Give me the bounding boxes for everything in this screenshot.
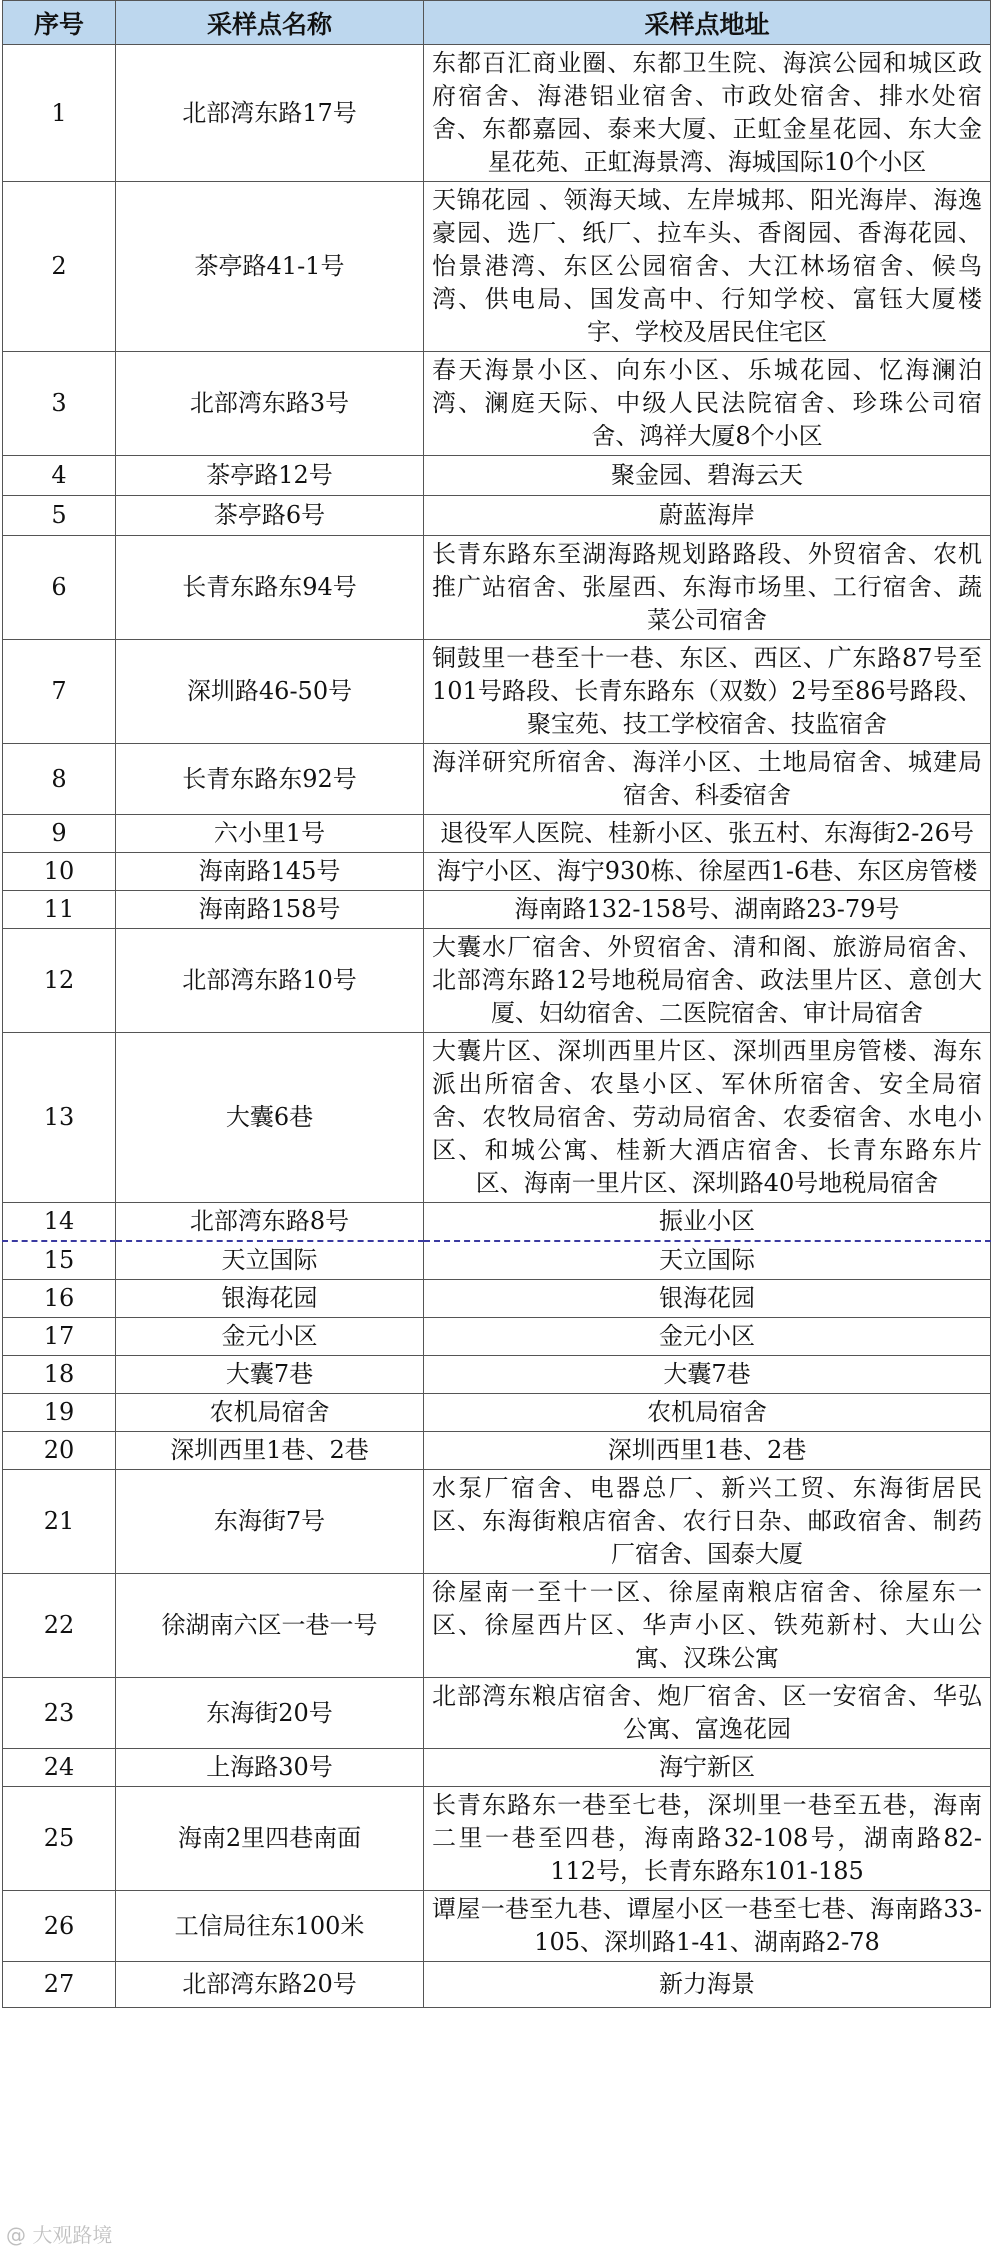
table-row [3, 1749, 991, 1787]
row-site-address: 海洋研究所宿舍、海洋小区、土地局宿舍、城建局宿舍、科委宿舍 [424, 744, 991, 815]
row-site-address: 长青东路东一巷至七巷，深圳里一巷至五巷，海南二里一巷至四巷，海南路32-108号，湖南路82-112号，长青东路东101-185 [424, 1787, 991, 1891]
row-index: 14 [3, 1203, 116, 1242]
row-site-name: 海南路145号 [116, 853, 424, 891]
table-header-row [3, 1, 991, 45]
table-row [3, 853, 991, 891]
row-site-name: 北部湾东路10号 [116, 929, 424, 1033]
row-site-address: 大囊片区、深圳西里片区、深圳西里房管楼、海东派出所宿舍、农垦小区、军休所宿舍、安全局宿舍、农牧局宿舍、劳动局宿舍、农委宿舍、水电小区、和城公寓、桂新大酒店宿舍、长青东路东片区、海南一里片区、深圳路40号地税局宿舍 [424, 1033, 991, 1203]
row-index: 20 [3, 1432, 116, 1470]
table-row [3, 1318, 991, 1356]
row-site-address: 北部湾东粮店宿舍、炮厂宿舍、区一安宿舍、华弘公寓、富逸花园 [424, 1678, 991, 1749]
row-site-name: 茶亭路41-1号 [116, 182, 424, 352]
table-row [3, 1356, 991, 1394]
row-index: 4 [3, 456, 116, 496]
table-row [3, 640, 991, 744]
table-row [3, 1033, 991, 1203]
row-site-address: 铜鼓里一巷至十一巷、东区、西区、广东路87号至101号路段、长青东路东（双数）2号至86号路段、聚宝苑、技工学校宿舍、技监宿舍 [424, 640, 991, 744]
row-index: 25 [3, 1787, 116, 1891]
row-site-address: 谭屋一巷至九巷、谭屋小区一巷至七巷、海南路33-105、深圳路1-41、湖南路2-78 [424, 1891, 991, 1962]
row-index: 15 [3, 1241, 116, 1280]
row-site-name: 海南2里四巷南面 [116, 1787, 424, 1891]
row-site-name: 茶亭路12号 [116, 456, 424, 496]
row-site-name: 北部湾东路3号 [116, 352, 424, 456]
header-index: 序号 [3, 1, 116, 45]
row-site-name: 工信局往东100米 [116, 1891, 424, 1962]
row-index: 17 [3, 1318, 116, 1356]
table-row [3, 1394, 991, 1432]
row-site-name: 天立国际 [116, 1241, 424, 1280]
row-index: 22 [3, 1574, 116, 1678]
row-index: 11 [3, 891, 116, 929]
row-site-address: 新力海景 [424, 1962, 991, 2008]
table-row [3, 1891, 991, 1962]
row-index: 3 [3, 352, 116, 456]
row-index: 27 [3, 1962, 116, 2008]
table-row [3, 815, 991, 853]
row-site-name: 上海路30号 [116, 1749, 424, 1787]
table-row [3, 496, 991, 536]
row-index: 24 [3, 1749, 116, 1787]
row-site-name: 深圳路46-50号 [116, 640, 424, 744]
row-index: 23 [3, 1678, 116, 1749]
row-site-name: 大囊6巷 [116, 1033, 424, 1203]
row-site-name: 北部湾东路20号 [116, 1962, 424, 2008]
row-site-address: 蔚蓝海岸 [424, 496, 991, 536]
row-site-address: 海宁小区、海宁930栋、徐屋西1-6巷、东区房管楼 [424, 853, 991, 891]
header-address: 采样点地址 [424, 1, 991, 45]
row-site-name: 北部湾东路17号 [116, 45, 424, 182]
row-site-address: 海宁新区 [424, 1749, 991, 1787]
row-index: 12 [3, 929, 116, 1033]
row-index: 7 [3, 640, 116, 744]
table-row [3, 929, 991, 1033]
row-site-address: 振业小区 [424, 1203, 991, 1242]
row-site-address: 东都百汇商业圈、东都卫生院、海滨公园和城区政府宿舍、海港铝业宿舍、市政处宿舍、排水处宿舍、东都嘉园、泰来大厦、正虹金星花园、东大金星花苑、正虹海景湾、海城国际10个小区 [424, 45, 991, 182]
row-index: 6 [3, 536, 116, 640]
table-row [3, 352, 991, 456]
row-site-name: 海南路158号 [116, 891, 424, 929]
table-row [3, 744, 991, 815]
row-site-address: 银海花园 [424, 1280, 991, 1318]
table-row [3, 45, 991, 182]
row-site-address: 深圳西里1巷、2巷 [424, 1432, 991, 1470]
row-site-address: 农机局宿舍 [424, 1394, 991, 1432]
row-site-address: 退役军人医院、桂新小区、张五村、东海街2-26号 [424, 815, 991, 853]
row-site-address: 徐屋南一至十一区、徐屋南粮店宿舍、徐屋东一区、徐屋西片区、华声小区、铁苑新村、大山公寓、汉珠公寓 [424, 1574, 991, 1678]
row-site-name: 大囊7巷 [116, 1356, 424, 1394]
row-site-name: 六小里1号 [116, 815, 424, 853]
row-site-address: 水泵厂宿舍、电器总厂、新兴工贸、东海街居民区、东海街粮店宿舍、农行日杂、邮政宿舍、制药厂宿舍、国泰大厦 [424, 1470, 991, 1574]
table-row [3, 1203, 991, 1242]
row-site-name: 深圳西里1巷、2巷 [116, 1432, 424, 1470]
row-index: 16 [3, 1280, 116, 1318]
table-row [3, 1574, 991, 1678]
row-site-address: 天锦花园 、领海天域、左岸城邦、阳光海岸、海逸豪园、选厂、纸厂、拉车头、香阁园、香海花园、怡景港湾、东区公园宿舍、大江林场宿舍、候鸟湾、供电局、国发高中、行知学校、富钰大厦楼宇、学校及居民住宅区 [424, 182, 991, 352]
header-name: 采样点名称 [116, 1, 424, 45]
row-site-name: 长青东路东92号 [116, 744, 424, 815]
row-index: 5 [3, 496, 116, 536]
row-index: 10 [3, 853, 116, 891]
table-row [3, 891, 991, 929]
table-row [3, 1432, 991, 1470]
table-row [3, 1962, 991, 2008]
row-site-address: 聚金园、碧海云天 [424, 456, 991, 496]
row-site-name: 北部湾东路8号 [116, 1203, 424, 1242]
row-site-name: 农机局宿舍 [116, 1394, 424, 1432]
row-site-address: 天立国际 [424, 1241, 991, 1280]
row-index: 19 [3, 1394, 116, 1432]
row-site-address: 大囊水厂宿舍、外贸宿舍、清和阁、旅游局宿舍、北部湾东路12号地税局宿舍、政法里片区、意创大厦、妇幼宿舍、二医院宿舍、审计局宿舍 [424, 929, 991, 1033]
row-site-name: 银海花园 [116, 1280, 424, 1318]
row-site-name: 长青东路东94号 [116, 536, 424, 640]
row-site-name: 金元小区 [116, 1318, 424, 1356]
watermark-text: @ 大观路境 [6, 2223, 113, 2247]
row-index: 13 [3, 1033, 116, 1203]
table-row [3, 1678, 991, 1749]
row-site-address: 春天海景小区、向东小区、乐城花园、忆海澜泊湾、澜庭天际、中级人民法院宿舍、珍珠公司宿舍、鸿祥大厦8个小区 [424, 352, 991, 456]
row-index: 1 [3, 45, 116, 182]
row-index: 26 [3, 1891, 116, 1962]
table-row [3, 1787, 991, 1891]
sampling-points-table [2, 0, 991, 2008]
row-index: 2 [3, 182, 116, 352]
row-site-name: 东海街20号 [116, 1678, 424, 1749]
row-index: 9 [3, 815, 116, 853]
row-site-address: 金元小区 [424, 1318, 991, 1356]
row-site-address: 长青东路东至湖海路规划路路段、外贸宿舍、农机推广站宿舍、张屋西、东海市场里、工行宿舍、蔬菜公司宿舍 [424, 536, 991, 640]
row-site-address: 大囊7巷 [424, 1356, 991, 1394]
row-site-address: 海南路132-158号、湖南路23-79号 [424, 891, 991, 929]
row-index: 8 [3, 744, 116, 815]
row-index: 21 [3, 1470, 116, 1574]
table-row [3, 1470, 991, 1574]
row-site-name: 东海街7号 [116, 1470, 424, 1574]
row-site-name: 茶亭路6号 [116, 496, 424, 536]
row-site-name: 徐湖南六区一巷一号 [116, 1574, 424, 1678]
row-index: 18 [3, 1356, 116, 1394]
table-row [3, 1241, 991, 1280]
table-row [3, 182, 991, 352]
table-row [3, 536, 991, 640]
table-row [3, 456, 991, 496]
table-row [3, 1280, 991, 1318]
